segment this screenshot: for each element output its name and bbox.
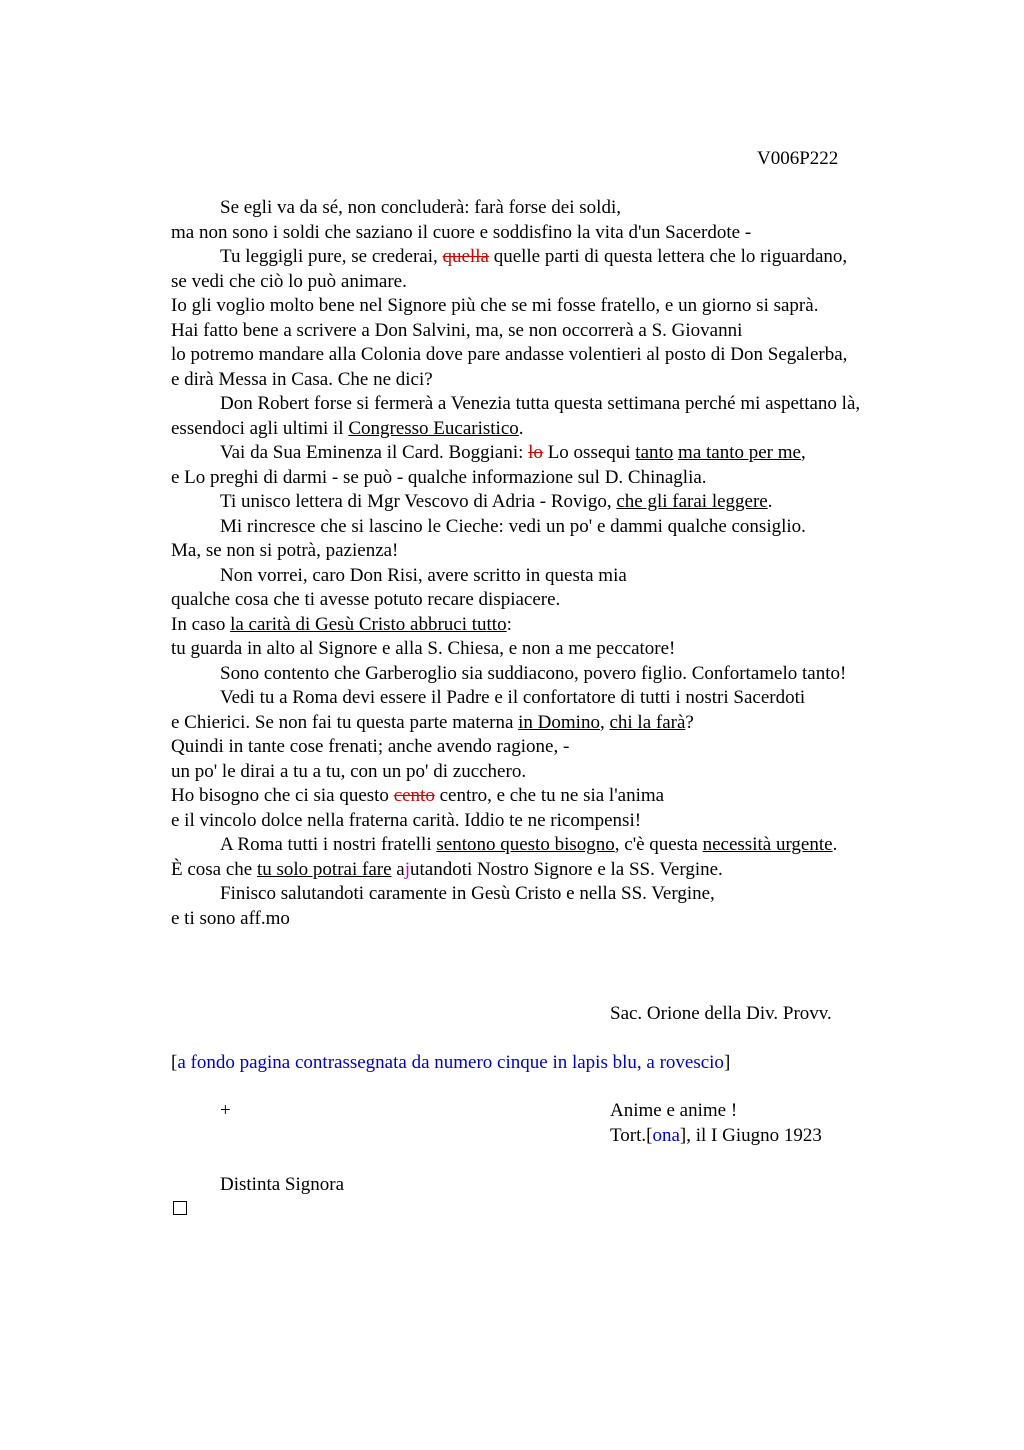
text-line [171,245,911,270]
text-line: Io gli voglio molto bene nel Signore più che se mi fosse fratello, e un giorno si saprà. [171,295,819,316]
text-span: Tu leggigli pure, se crederai, [220,246,443,267]
letter-body [171,196,911,931]
text-line: se vedi che ciò lo può animare. [171,270,407,292]
text-span: a [391,858,405,880]
text-span: utandoti Nostro Signore e la SS. Vergine. [410,858,723,880]
underlined-text: in Domino [518,711,600,733]
deleted-word: cento [393,785,435,806]
text-line: tu guarda in alto al Signore e alla S. Chiesa, e non a me peccatore! [171,638,676,659]
text-line: e ti sono aff.mo [171,907,290,929]
text-span: , [800,442,806,463]
text-span: In caso [171,613,231,635]
text-span: , [599,711,610,733]
cross-mark: + [220,1100,231,1121]
text-line: Sono contento che Garberoglio sia suddiacono, povero figlio. Confortamelo tanto! [220,662,847,684]
text-span: centro, e che tu ne sia l'anima [434,785,665,806]
underlined-text: tanto [635,442,674,463]
text-line [171,613,911,638]
text-line [171,784,911,809]
deleted-word: lo [528,442,543,463]
underlined-text: che gli farai leggere [616,491,768,512]
motto: Anime e anime ! [610,1100,738,1121]
editor-insert: ona [652,1124,680,1146]
text-span: Vai da Sua Eminenza il Card. Boggiani: [220,442,529,463]
checkbox-icon [173,1201,187,1215]
text-line [171,833,911,858]
text-span: È cosa che [171,858,257,880]
text-line: Quindi in tante cose frenati; anche avendo ragione, - [171,736,570,757]
text-line: Don Robert forse si fermerà a Venezia tutta questa settimana perché mi aspettano là, [220,393,861,414]
text-span: Ti unisco lettera di Mgr Vescovo di Adria - Rovigo, [220,491,617,512]
text-line: Ma, se non si potrà, pazienza! [171,540,399,561]
text-span: essendoci agli ultimi il [171,417,349,439]
underlined-text: sentono questo bisogno [436,834,615,855]
text-line: Vedi tu a Roma devi essere il Padre e il confortatore di tutti i nostri Sacerdoti [220,687,806,708]
underlined-text: chi la farà [609,711,686,733]
bracket: ] [723,1052,731,1073]
text-span: Tort.[ [610,1124,653,1146]
text-line [171,711,911,736]
text-line [171,490,911,515]
editor-note [171,1051,730,1075]
underlined-text: necessità urgente [702,834,833,855]
text-line: Mi rincresce che si lascino le Cieche: vedi un po' e dammi qualche consiglio. [220,515,806,537]
underlined-text: ma tanto per me [678,442,801,463]
text-line: e il vincolo dolce nella fraterna carità. Iddio te ne ricompensi! [171,809,642,831]
inserted-letter: j [404,858,410,880]
text-line: qualche cosa che ti avesse potuto recare dispiacere. [171,589,561,610]
letter-heading [610,1099,822,1148]
text-line: Hai fatto bene a scrivere a Don Salvini, ma, se non occorrerà a S. Giovanni [171,319,743,341]
text-span: . [518,417,524,439]
text-span: A Roma tutti i nostri fratelli [220,834,437,855]
text-span: ], il I Giugno 1923 [679,1124,822,1146]
text-span: e Chierici. Se non fai tu questa parte materna [171,711,519,733]
text-span: Lo ossequi [542,442,636,463]
bracket: [ [171,1052,178,1073]
text-line: e dirà Messa in Casa. Che ne dici? [171,368,433,390]
text-line: ma non sono i soldi che saziano il cuore e soddisfino la vita d'un Sacerdote - [171,221,752,243]
text-line: e Lo preghi di darmi - se può - qualche informazione sul D. Chinaglia. [171,466,707,488]
text-line [171,441,911,466]
text-span: ? [685,711,694,733]
text-line [171,858,911,883]
text-span: , c'è questa [614,834,703,855]
text-line: Non vorrei, caro Don Risi, avere scritto in questa mia [220,564,627,586]
page-reference: V006P222 [757,148,839,169]
signature: Sac. Orione della Div. Provv. [610,1003,832,1024]
text-line: Finisco salutandoti caramente in Gesù Cristo e nella SS. Vergine, [220,883,715,904]
editor-note-text: a fondo pagina contrassegnata da numero cinque in lapis blu, a rovescio [177,1052,724,1073]
text-line: un po' le dirai a tu a tu, con un po' di zucchero. [171,760,527,782]
text-line: Se egli va da sé, non concluderà: farà forse dei soldi, [220,197,621,218]
underlined-text: tu solo potrai fare [256,858,392,880]
text-line: lo potremo mandare alla Colonia dove pare andasse volentieri al posto di Don Segalerba, [171,344,848,365]
text-span: quelle parti di questa lettera che lo riguardano, [488,246,848,267]
text-span: . [832,834,838,855]
underlined-text: Congresso Eucaristico [348,417,519,439]
text-span: Ho bisogno che ci sia questo [171,785,394,806]
text-span: . [767,491,773,512]
date-line [610,1124,822,1149]
deleted-word: quella [442,246,489,267]
text-line [171,417,911,442]
text-span: : [506,613,512,635]
underlined-text: la carità di Gesù Cristo abbruci tutto [230,613,507,635]
greeting: Distinta Signora [220,1174,345,1195]
